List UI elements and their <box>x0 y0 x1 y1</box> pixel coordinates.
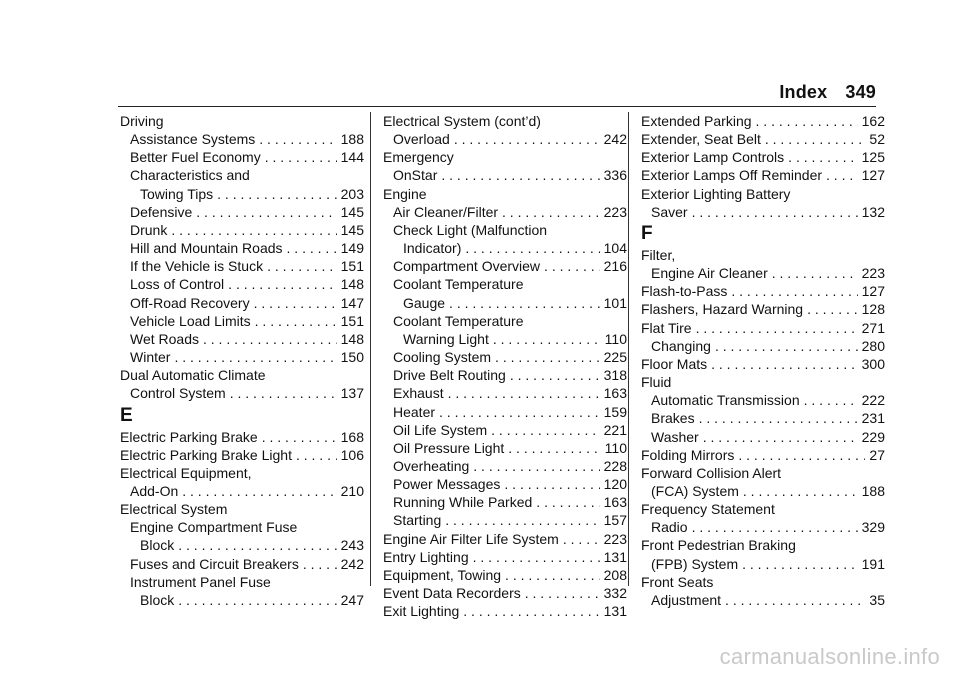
page-ref[interactable]: 229 <box>861 428 885 445</box>
entry-label: Block <box>140 537 175 554</box>
page-ref[interactable]: 163 <box>603 494 627 511</box>
dot-leader <box>772 264 858 282</box>
dot-leader <box>502 203 600 221</box>
dot-leader <box>742 555 858 573</box>
index-entry[interactable] <box>641 446 885 464</box>
index-subentry[interactable] <box>120 384 364 402</box>
index-subentry[interactable] <box>641 337 885 355</box>
index-entry <box>641 185 885 203</box>
dot-leader <box>182 482 336 500</box>
index-entry <box>641 500 885 518</box>
dot-leader <box>171 221 336 239</box>
dot-leader <box>696 319 858 337</box>
dot-leader <box>448 384 600 402</box>
dot-leader <box>217 185 336 203</box>
entry-label: Automatic Transmission <box>651 392 800 409</box>
entry-label: Electrical System (cont’d) <box>383 113 541 129</box>
index-subentry[interactable] <box>120 312 364 330</box>
dot-leader <box>262 428 337 446</box>
dot-leader <box>174 348 336 366</box>
watermark: carmanualsonline.info <box>719 644 940 669</box>
dot-leader <box>807 300 858 318</box>
entry-label: Winter <box>130 349 171 366</box>
dot-leader <box>725 591 865 609</box>
entry-label: Loss of Control <box>130 276 225 293</box>
page-ref[interactable]: 191 <box>861 555 885 572</box>
entry-label: Assistance Systems <box>130 131 256 148</box>
index-entry[interactable] <box>383 602 627 620</box>
page-ref[interactable]: 137 <box>340 385 364 402</box>
dot-leader <box>178 536 336 554</box>
dot-leader <box>703 428 858 446</box>
dot-leader <box>505 566 600 584</box>
index-subentry[interactable] <box>641 264 885 282</box>
page-number: 349 <box>845 82 876 102</box>
entry-label: Engine Air Filter Life System <box>383 530 559 547</box>
dot-leader <box>504 475 599 493</box>
index-entry <box>383 185 627 203</box>
entry-label: Changing <box>651 337 711 354</box>
entry-label: Front Seats <box>641 573 714 590</box>
entry-label: Flashers, Hazard Warning <box>641 301 804 318</box>
dot-leader <box>826 166 858 184</box>
index-entry <box>120 112 364 130</box>
entry-label: If the Vehicle is Stuck <box>130 258 264 275</box>
page-ref[interactable]: 188 <box>340 131 364 148</box>
entry-label: Instrument Panel Fuse <box>130 573 271 590</box>
index-entry[interactable] <box>641 300 885 318</box>
page-ref[interactable]: 332 <box>603 585 627 602</box>
dot-leader <box>441 166 599 184</box>
page-title: Index <box>779 82 828 102</box>
index-entry[interactable] <box>383 584 627 602</box>
index-subentry[interactable] <box>641 482 885 500</box>
entry-label: OnStar <box>393 167 438 184</box>
page-ref[interactable]: 35 <box>869 591 885 608</box>
entry-label: Add-On <box>130 482 179 499</box>
index-subentry <box>120 518 364 536</box>
index-subentry[interactable] <box>383 457 627 475</box>
index-entry <box>641 373 885 391</box>
page-ref[interactable]: 271 <box>861 319 885 336</box>
dot-leader <box>228 275 336 293</box>
dot-leader <box>756 112 858 130</box>
page-ref[interactable]: 228 <box>603 457 627 474</box>
index-entry <box>120 464 364 482</box>
page-ref[interactable]: 125 <box>861 149 885 166</box>
entry-label: Flat Tire <box>641 319 692 336</box>
index-entry[interactable] <box>641 282 885 300</box>
index-subentry[interactable] <box>641 391 885 409</box>
index-subentry <box>383 275 627 293</box>
dot-leader <box>287 239 337 257</box>
dot-leader <box>495 348 600 366</box>
index-entry[interactable] <box>641 112 885 130</box>
dot-leader <box>804 391 858 409</box>
entry-label: Electrical System <box>120 501 228 518</box>
index-subentry[interactable] <box>641 203 885 221</box>
index-subentry[interactable] <box>383 384 627 402</box>
dot-leader <box>491 421 600 439</box>
dot-leader <box>259 130 336 148</box>
index-subentry[interactable] <box>383 239 627 257</box>
index-subentry[interactable] <box>383 439 627 457</box>
page-ref[interactable]: 120 <box>603 476 627 493</box>
dot-leader <box>465 239 599 257</box>
index-subentry[interactable] <box>383 330 627 348</box>
entry-label: Heater <box>393 403 436 420</box>
index-subentry[interactable] <box>120 130 364 148</box>
entry-label: Flash-to-Pass <box>641 283 728 300</box>
entry-label: Drive Belt Routing <box>393 367 506 384</box>
index-subentry[interactable] <box>383 403 627 421</box>
index-subentry[interactable] <box>383 366 627 384</box>
entry-label: Forward Collision Alert <box>641 464 782 481</box>
page-ref[interactable]: 329 <box>861 519 885 536</box>
entry-label: Electric Parking Brake Light <box>120 446 292 463</box>
index-column-2 <box>383 112 627 620</box>
index-subentry <box>383 312 627 330</box>
index-subentry[interactable] <box>120 257 364 275</box>
entry-label: Filter, <box>641 246 676 263</box>
dot-leader <box>508 439 600 457</box>
dot-leader <box>536 493 599 511</box>
entry-label: Brakes <box>651 410 695 427</box>
entry-label: Frequency Statement <box>641 501 775 518</box>
dot-leader <box>493 330 601 348</box>
page-ref[interactable]: 243 <box>340 537 364 554</box>
dot-leader <box>254 294 337 312</box>
index-subentry[interactable] <box>120 330 364 348</box>
index-subentry[interactable] <box>120 203 364 221</box>
dot-leader <box>715 337 858 355</box>
entry-label: Characteristics and <box>130 167 250 184</box>
entry-label: Event Data Recorders <box>383 585 521 602</box>
index-entry[interactable] <box>641 148 885 166</box>
page-ref[interactable]: 223 <box>603 530 627 547</box>
index-column-3 <box>641 112 885 609</box>
header-rule <box>118 106 876 107</box>
index-entry[interactable] <box>641 166 885 184</box>
page-ref[interactable]: 148 <box>340 276 364 293</box>
entry-label: Better Fuel Economy <box>130 149 261 166</box>
dot-leader <box>449 294 600 312</box>
page-ref[interactable]: 131 <box>603 603 627 620</box>
entry-label: Check Light (Malfunction <box>393 221 548 238</box>
index-entry <box>383 148 627 166</box>
index-subentry <box>120 166 364 184</box>
page-ref[interactable]: 280 <box>861 337 885 354</box>
index-entry[interactable] <box>120 446 364 464</box>
dot-leader <box>765 130 866 148</box>
dot-leader <box>692 518 858 536</box>
entry-label: Coolant Temperature <box>393 312 524 329</box>
page-ref[interactable]: 163 <box>603 385 627 402</box>
index-subentry[interactable] <box>120 239 364 257</box>
page-ref[interactable]: 242 <box>603 131 627 148</box>
page-ref[interactable]: 318 <box>603 367 627 384</box>
page-ref[interactable]: 145 <box>340 221 364 238</box>
dot-leader <box>731 282 857 300</box>
entry-label: Fuses and Circuit Breakers <box>130 555 299 572</box>
entry-label: Washer <box>651 428 699 445</box>
entry-label: Engine Compartment Fuse <box>130 519 298 536</box>
index-entry <box>641 246 885 264</box>
page-ref[interactable]: 149 <box>340 240 364 257</box>
page-header <box>779 82 876 103</box>
entry-label: Engine Air Cleaner <box>651 265 768 282</box>
page-ref[interactable]: 225 <box>603 349 627 366</box>
entry-label: Overheating <box>393 457 470 474</box>
entry-label: Hill and Mountain Roads <box>130 240 283 257</box>
index-entry[interactable] <box>383 530 627 548</box>
page-ref[interactable]: 188 <box>861 482 885 499</box>
section-letter: E <box>120 404 133 426</box>
entry-label: Emergency <box>383 149 454 166</box>
index-entry[interactable] <box>641 355 885 373</box>
page-ref[interactable]: 52 <box>869 131 885 148</box>
dot-leader <box>445 511 599 529</box>
page-ref[interactable]: 110 <box>604 330 627 347</box>
page-ref[interactable]: 203 <box>340 185 364 202</box>
page-ref[interactable]: 101 <box>603 294 627 311</box>
page-ref[interactable]: 148 <box>340 330 364 347</box>
index-subentry[interactable] <box>120 148 364 166</box>
index-subentry[interactable] <box>383 130 627 148</box>
entry-label: Starting <box>393 512 442 529</box>
entry-label: Coolant Temperature <box>393 276 524 293</box>
index-subentry <box>383 221 627 239</box>
index-subentry[interactable] <box>120 221 364 239</box>
page-ref[interactable]: 336 <box>603 167 627 184</box>
dot-leader <box>203 330 337 348</box>
entry-label: Exterior Lamp Controls <box>641 149 785 166</box>
entry-label: Electrical Equipment, <box>120 464 252 481</box>
dot-leader <box>743 482 858 500</box>
entry-label: Exterior Lighting Battery <box>641 185 791 202</box>
index-entry[interactable] <box>383 566 627 584</box>
entry-label: Off-Road Recovery <box>130 294 250 311</box>
entry-label: Air Cleaner/Filter <box>393 203 499 220</box>
dot-leader <box>265 148 337 166</box>
entry-label: Towing Tips <box>140 185 214 202</box>
dot-leader <box>711 355 858 373</box>
entry-label: Warning Light <box>403 330 489 347</box>
page-ref[interactable]: 145 <box>340 203 364 220</box>
entry-label: Control System <box>130 385 226 402</box>
entry-label: Running While Parked <box>393 494 533 511</box>
entry-label: Saver <box>651 203 688 220</box>
dot-leader <box>510 366 600 384</box>
page-ref[interactable]: 104 <box>603 240 627 257</box>
entry-label: Fluid <box>641 374 672 391</box>
page-ref[interactable]: 144 <box>340 149 364 166</box>
index-subentry[interactable] <box>641 518 885 536</box>
index-subentry <box>120 573 364 591</box>
page-ref[interactable]: 223 <box>861 265 885 282</box>
entry-label: Exit Lighting <box>383 603 460 620</box>
page-ref[interactable]: 159 <box>603 403 627 420</box>
column-divider <box>370 112 371 586</box>
page-ref[interactable]: 210 <box>340 482 364 499</box>
index-subentry[interactable] <box>641 428 885 446</box>
dot-leader <box>544 257 600 275</box>
entry-label: Radio <box>651 519 688 536</box>
page-ref[interactable]: 110 <box>604 439 627 456</box>
page-ref[interactable]: 162 <box>861 113 885 129</box>
page-ref[interactable]: 221 <box>603 421 627 438</box>
dot-leader <box>788 148 857 166</box>
dot-leader <box>692 203 858 221</box>
entry-label: Cooling System <box>393 349 492 366</box>
entry-label: Entry Lighting <box>383 548 469 565</box>
index-subentry[interactable] <box>383 203 627 221</box>
dot-leader <box>178 591 336 609</box>
index-entry[interactable] <box>383 548 627 566</box>
index-subentry[interactable] <box>120 555 364 573</box>
page-ref[interactable]: 132 <box>861 203 885 220</box>
entry-label: Exterior Lamps Off Reminder <box>641 167 823 184</box>
page-ref[interactable]: 150 <box>340 349 364 366</box>
dot-leader <box>473 548 600 566</box>
index-entry <box>641 536 885 554</box>
page-ref[interactable]: 242 <box>340 555 364 572</box>
page-ref[interactable]: 128 <box>861 301 885 318</box>
index-subentry[interactable] <box>120 482 364 500</box>
dot-leader <box>454 130 600 148</box>
entry-label: (FCA) System <box>651 482 739 499</box>
entry-label: Block <box>140 591 175 608</box>
index-entry[interactable] <box>641 319 885 337</box>
dot-leader <box>303 555 337 573</box>
index-entry <box>120 366 364 384</box>
entry-label: Equipment, Towing <box>383 566 502 583</box>
entry-label: Oil Life System <box>393 421 488 438</box>
page-ref[interactable]: 231 <box>861 410 885 427</box>
index-subentry[interactable] <box>383 511 627 529</box>
entry-label: Dual Automatic Climate <box>120 367 266 384</box>
section-letter: F <box>641 222 653 244</box>
entry-label: Folding Mirrors <box>641 446 735 463</box>
index-subentry[interactable] <box>120 275 364 293</box>
index-subentry[interactable] <box>383 166 627 184</box>
entry-label: Indicator) <box>403 240 462 257</box>
dot-leader <box>439 403 600 421</box>
page-ref[interactable]: 168 <box>340 428 364 445</box>
index-subentry[interactable] <box>383 257 627 275</box>
entry-label: Compartment Overview <box>393 258 541 275</box>
index-subentry[interactable] <box>120 348 364 366</box>
entry-label: Power Messages <box>393 476 501 493</box>
entry-label: Extended Parking <box>641 113 752 129</box>
page-ref[interactable]: 157 <box>603 512 627 529</box>
dot-leader <box>473 457 599 475</box>
dot-leader <box>463 602 599 620</box>
entry-label: Wet Roads <box>130 330 199 347</box>
page-ref[interactable]: 127 <box>861 167 885 184</box>
page-ref[interactable]: 27 <box>869 446 885 463</box>
entry-label: Gauge <box>403 294 446 311</box>
index-entry <box>641 464 885 482</box>
page-ref[interactable]: 151 <box>340 258 364 275</box>
index-entry <box>120 500 364 518</box>
entry-label: Electric Parking Brake <box>120 428 258 445</box>
entry-label: Extender, Seat Belt <box>641 131 761 148</box>
entry-label: Engine <box>383 185 427 202</box>
page-ref[interactable]: 223 <box>603 203 627 220</box>
dot-leader <box>699 409 858 427</box>
dot-leader <box>738 446 865 464</box>
dot-leader <box>196 203 336 221</box>
page-ref[interactable]: 216 <box>603 258 627 275</box>
index-subentry[interactable] <box>120 591 364 609</box>
index-subentry[interactable] <box>383 421 627 439</box>
page-ref[interactable]: 106 <box>340 446 364 463</box>
dot-leader <box>230 384 337 402</box>
dot-leader <box>255 312 337 330</box>
entry-label: Vehicle Load Limits <box>130 312 251 329</box>
page-ref[interactable]: 208 <box>603 566 627 583</box>
page-ref[interactable]: 151 <box>340 312 364 329</box>
page-ref[interactable]: 131 <box>603 548 627 565</box>
index-subentry[interactable] <box>383 475 627 493</box>
entry-label: Oil Pressure Light <box>393 439 505 456</box>
index-subentry[interactable] <box>383 493 627 511</box>
index-subentry[interactable] <box>383 294 627 312</box>
index-subentry[interactable] <box>120 185 364 203</box>
index-entry <box>641 573 885 591</box>
dot-leader <box>267 257 337 275</box>
page-ref[interactable]: 300 <box>861 355 885 372</box>
index-subentry[interactable] <box>120 536 364 554</box>
entry-label: (FPB) System <box>651 555 739 572</box>
index-entry[interactable] <box>641 130 885 148</box>
entry-label: Adjustment <box>651 591 722 608</box>
index-entry <box>383 112 627 130</box>
entry-label: Drunk <box>130 221 168 238</box>
index-subentry[interactable] <box>383 348 627 366</box>
entry-label: Front Pedestrian Braking <box>641 537 796 554</box>
entry-label: Exhaust <box>393 385 444 402</box>
page-ref[interactable]: 247 <box>340 591 364 608</box>
index-subentry[interactable] <box>641 409 885 427</box>
index-subentry[interactable] <box>641 591 885 609</box>
entry-label: Driving <box>120 113 164 129</box>
page-ref[interactable]: 222 <box>861 392 885 409</box>
entry-label: Floor Mats <box>641 355 708 372</box>
index-subentry[interactable] <box>120 294 364 312</box>
index-entry[interactable] <box>120 428 364 446</box>
dot-leader <box>563 530 600 548</box>
dot-leader <box>296 446 337 464</box>
page-ref[interactable]: 127 <box>861 283 885 300</box>
index-column-1 <box>120 112 364 609</box>
dot-leader <box>525 584 600 602</box>
page-ref[interactable]: 147 <box>340 294 364 311</box>
column-divider <box>628 112 629 586</box>
index-subentry[interactable] <box>641 555 885 573</box>
entry-label: Overload <box>393 131 450 148</box>
entry-label: Defensive <box>130 203 193 220</box>
